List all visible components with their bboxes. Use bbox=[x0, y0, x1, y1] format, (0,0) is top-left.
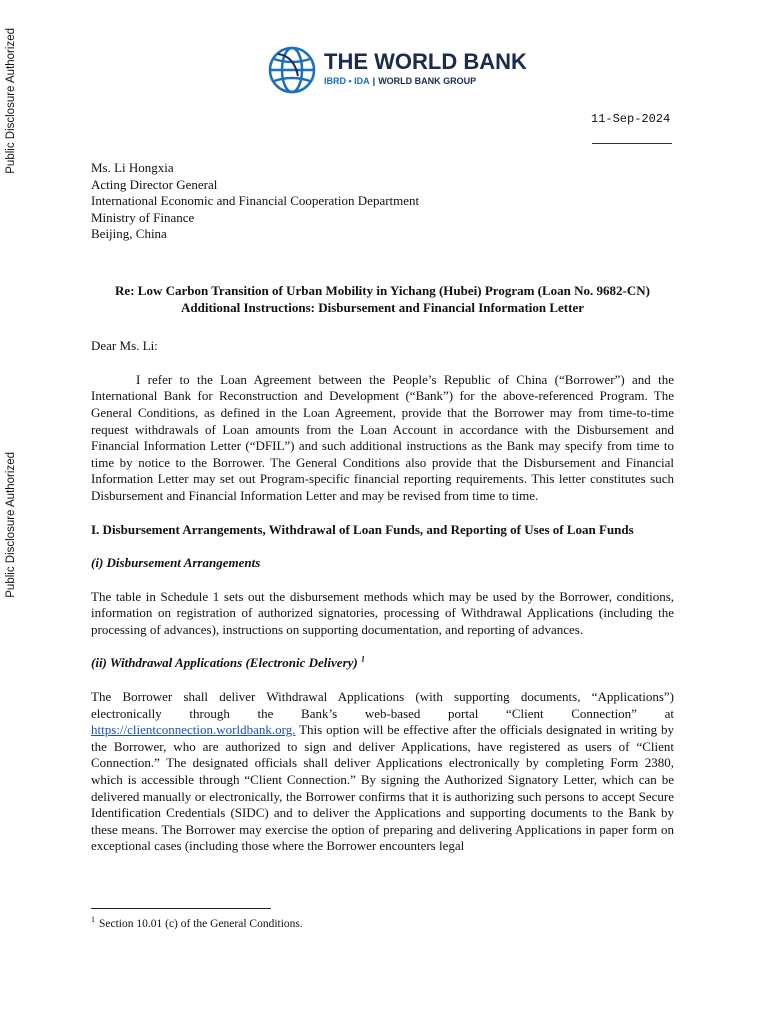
salutation: Dear Ms. Li: bbox=[91, 338, 158, 354]
section-1-sub2-heading-text: (ii) Withdrawal Applications (Electronic Delivery) bbox=[91, 655, 358, 671]
section-1-sub2-text bbox=[91, 689, 674, 855]
footnote-number: 1 bbox=[91, 915, 95, 925]
logo-separator: | bbox=[372, 76, 376, 86]
section-1-sub2-heading bbox=[91, 655, 674, 672]
footnote-rule bbox=[91, 908, 271, 909]
disclosure-label-middle: Public Disclosure Authorized bbox=[5, 452, 17, 598]
subject-line bbox=[91, 283, 674, 316]
section-1-sub1-text: The table in Schedule 1 sets out the disbursement methods which may be used by the Borrower, conditions, information on registration of authorized signatories, processing of Withdrawal Applications (including the processing of advances), instructions on supporting documentation, and reporting of advances. bbox=[91, 588, 674, 637]
sub2-text-after-link: This option will be effective after the officials designated in writing by the Borrower, who are authorized to sign and deliver Applications, have registered as users of “Client Connection.” The designated officials shall deliver Applications electronically by completing Form 2380, which is accessible through “Client Connection.” By signing the Authorized Signatory Letter, which can be delivered manually or electronically, the Borrower confirms that it is authorizing such persons to accept Secure Identification Credentials (SIDC) and to deliver the Applications and supporting documents to the Bank by these means. The Borrower may exercise the option of preparing and delivering Applications in paper form on exceptional cases (including those where the Borrower encounters legal bbox=[91, 722, 674, 854]
intro-paragraph: I refer to the Loan Agreement between the People’s Republic of China (“Borrower”) and the International Bank for Reconstruction and Development (“Bank”) for the above-referenced Program. The General Conditions, as defined in the Loan Agreement, provide that the Borrower may from time-to-time request withdrawals of Loan amounts from the Loan Account in accordance with the Disbursement and Financial Information Letter (“DFIL”) and such additional instructions as the Bank may specify from time to time by notice to the Borrower. The General Conditions also provide that the Disbursement and Financial Information Letter may set out Program-specific financial reporting requirements. This letter constitutes such Disbursement and Financial Information Letter and may be revised from time to time. bbox=[91, 371, 674, 503]
logo-group: WORLD BANK GROUP bbox=[378, 76, 477, 86]
letter-date: 11-Sep-2024 bbox=[591, 112, 671, 126]
recipient-department: International Economic and Financial Cooperation Department bbox=[91, 193, 420, 209]
footnote bbox=[91, 917, 303, 931]
recipient-title: Acting Director General bbox=[91, 176, 218, 192]
recipient-city: Beijing, China bbox=[91, 226, 167, 242]
recipient-address bbox=[91, 160, 674, 243]
letter-body bbox=[91, 160, 674, 855]
subject-line-1: Re: Low Carbon Transition of Urban Mobility in Yichang (Hubei) Program (Loan No. 9682-CN) bbox=[115, 282, 650, 298]
logo-title: THE WORLD BANK bbox=[324, 49, 527, 74]
date-underline bbox=[592, 143, 672, 144]
section-1-sub1-heading: (i) Disbursement Arrangements bbox=[91, 555, 261, 571]
globe-icon bbox=[268, 46, 316, 94]
sub2-text-before-link: The Borrower shall deliver Withdrawal Applications (with supporting documents, “Applications”) electronically through the Bank’s web-based portal “Client Connection” at bbox=[91, 689, 674, 721]
logo-subtitle bbox=[324, 76, 476, 86]
footnote-text: Section 10.01 (c) of the General Conditions. bbox=[99, 918, 303, 930]
disclosure-label-top: Public Disclosure Authorized bbox=[5, 28, 17, 174]
subject-line-2: Additional Instructions: Disbursement and Financial Information Letter bbox=[180, 299, 585, 315]
world-bank-logo bbox=[268, 40, 527, 96]
footnote-ref: 1 bbox=[360, 655, 365, 665]
client-connection-link[interactable]: https://clientconnection.worldbank.org. bbox=[91, 722, 296, 738]
recipient-name: Ms. Li Hongxia bbox=[91, 160, 174, 175]
section-1-heading: I. Disbursement Arrangements, Withdrawal of Loan Funds, and Reporting of Uses of Loan Funds bbox=[91, 521, 634, 537]
logo-ibrd-ida: IBRD • IDA bbox=[324, 76, 370, 86]
recipient-ministry: Ministry of Finance bbox=[91, 209, 195, 225]
